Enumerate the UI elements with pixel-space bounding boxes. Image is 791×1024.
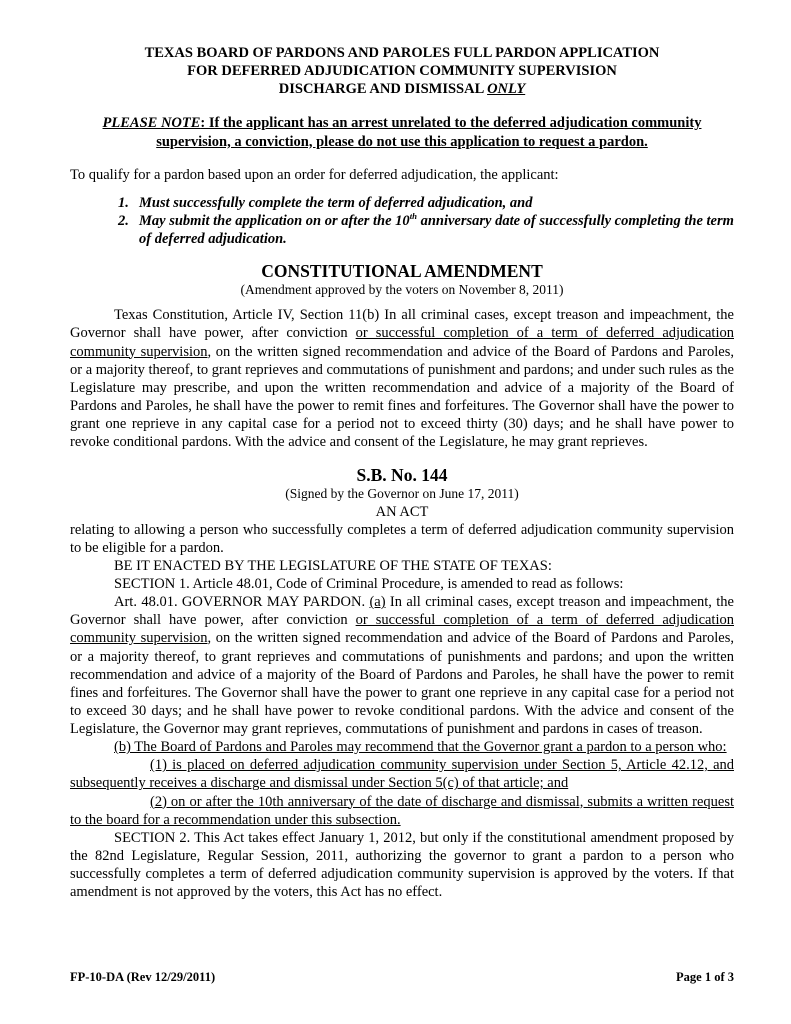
sb144-heading: S.B. No. 144 xyxy=(356,465,448,486)
text-run: PLEASE NOTE xyxy=(102,115,201,132)
text-run: or successful completion of a term of deferred adjudication community supervision xyxy=(70,325,734,360)
title-line-3 xyxy=(70,80,734,98)
constitutional-amendment-heading: CONSTITUTIONAL AMENDMENT xyxy=(261,261,543,282)
condition-number-1: 1. xyxy=(118,194,129,211)
sb144-section-1 xyxy=(70,575,734,593)
text-run: : If the applicant has an arrest unrelated to the deferred adjudication community supervision, a conviction, please do not use this application to request a pardon. xyxy=(156,115,702,150)
text-run: BE IT ENACTED BY THE LEGISLATURE OF THE STATE OF TEXAS: xyxy=(114,557,552,574)
text-run: or successful completion of a term of deferred adjudication community supervision xyxy=(70,612,734,647)
sb144-art-4801 xyxy=(70,593,734,738)
footer-form-number: FP-10-DA (Rev 12/29/2011) xyxy=(70,970,216,985)
document-title xyxy=(70,44,734,98)
constitutional-amendment-body xyxy=(70,306,734,451)
sb144-section-2 xyxy=(70,829,734,902)
sb144-subdivision-1 xyxy=(70,756,734,792)
text-run: In all criminal cases, except treason and impeachment, the Governor shall have power, after conviction xyxy=(70,594,734,629)
title-line-1: TEXAS BOARD OF PARDONS AND PAROLES FULL PARDON APPLICATION xyxy=(144,45,660,61)
condition-text-1 xyxy=(139,194,734,212)
text-run: , on the written signed recommendation and advice of the Board of Pardons and Paroles, or a majority thereof, to grant reprieves and commutations of punishment and pardons; and under such rules as the Legislature may prescribe, and upon the written recommendation and advice of a majority of the Board of Pardons and Paroles, he shall have the power to remit fines and forfeitures. The Governor shall have the power to grant one reprieve in any capital case for a period not to exceed thirty (30) days; and he shall have power to revoke conditional pardons. With the advice and consent of the Legislature, he may grant reprieves. xyxy=(70,343,734,451)
text-run: May submit the application on or after the 10 xyxy=(139,212,410,229)
sb144-subsection-b xyxy=(70,738,734,756)
qualify-intro-text: To qualify for a pardon based upon an order for deferred adjudication, the applicant: xyxy=(70,166,559,183)
text-run: (2) on or after the 10th anniversary of the date of discharge and dismissal, submits a written request to the board for a recommendation under this subsection. xyxy=(70,793,734,828)
an-act-label: AN ACT xyxy=(375,503,429,520)
sb144-subdivision-2 xyxy=(70,793,734,829)
text-run: Must successfully complete the term of deferred adjudication, and xyxy=(139,194,533,211)
please-note-warning xyxy=(70,114,734,150)
sb144-section xyxy=(70,465,734,901)
text-run: (a) xyxy=(369,594,386,611)
sb144-subheading: (Signed by the Governor on June 17, 2011) xyxy=(285,486,519,502)
footer-page-number: Page 1 of 3 xyxy=(676,970,734,985)
condition-item-1 xyxy=(118,194,734,212)
condition-number-2: 2. xyxy=(118,212,129,229)
text-run: ONLY xyxy=(487,81,526,98)
text-run: relating to allowing a person who successfully completes a term of deferred adjudication community supervision to be eligible for a pardon. xyxy=(70,521,734,556)
text-run: Art. 48.01. GOVERNOR MAY PARDON. xyxy=(114,594,370,611)
text-run: Texas Constitution, Article IV, Section 11(b) In all criminal cases, except treason and impeachment, the Governor shall have power, after conviction xyxy=(70,307,734,342)
text-run: SECTION 1. Article 48.01, Code of Criminal Procedure, is amended to read as follows: xyxy=(114,576,624,592)
page-footer xyxy=(70,970,734,986)
sb144-enacting-clause xyxy=(70,557,734,575)
conditions-list xyxy=(118,194,734,248)
text-run: (1) is placed on deferred adjudication community supervision under Section 5, Article 42.12, and subsequently receives a discharge and dismissal under Section 5(c) of that article; and xyxy=(70,757,734,792)
text-run: anniversary date of successfully completing the term of deferred adjudication. xyxy=(139,212,734,247)
constitutional-amendment-section xyxy=(70,261,734,451)
text-run: SECTION 2. This Act takes effect January 1, 2012, but only if the constitutional amendment proposed by the 82nd Legislature, Regular Session, 2011, authorizing the governor to grant a pardon to a person who successfully completes a term of deferred adjudication community supervision is approved by the voters. If that amendment is not approved by the voters, this Act has no effect. xyxy=(70,829,734,901)
condition-item-2 xyxy=(118,212,734,248)
constitutional-amendment-subheading: (Amendment approved by the voters on November 8, 2011) xyxy=(240,282,564,298)
text-run: , on the written signed recommendation and advice of the Board of Pardons and Paroles, or a majority thereof, to grant reprieves and commutations of punishments and pardons; and upon the written recommendation and advice of a majority of the Board of Pardons and Paroles, he shall have the power to remit fines and forfeitures. The Governor shall have the power to grant one reprieve in any capital case for a period not to exceed 30 days; and he shall have power to revoke conditional pardons. With the advice and consent of the Legislature, the Governor may grant reprieves, commutations of punishment and pardons in cases of treason. xyxy=(70,630,734,737)
condition-text-2 xyxy=(139,212,734,248)
sb144-relating-clause xyxy=(70,521,734,557)
text-run: DISCHARGE AND DISMISSAL xyxy=(278,81,488,98)
title-line-2: FOR DEFERRED ADJUDICATION COMMUNITY SUPERVISION xyxy=(187,63,617,80)
text-run: (b) The Board of Pardons and Paroles may recommend that the Governor grant a pardon to a person who: xyxy=(114,739,727,756)
text-run: th xyxy=(409,211,417,222)
